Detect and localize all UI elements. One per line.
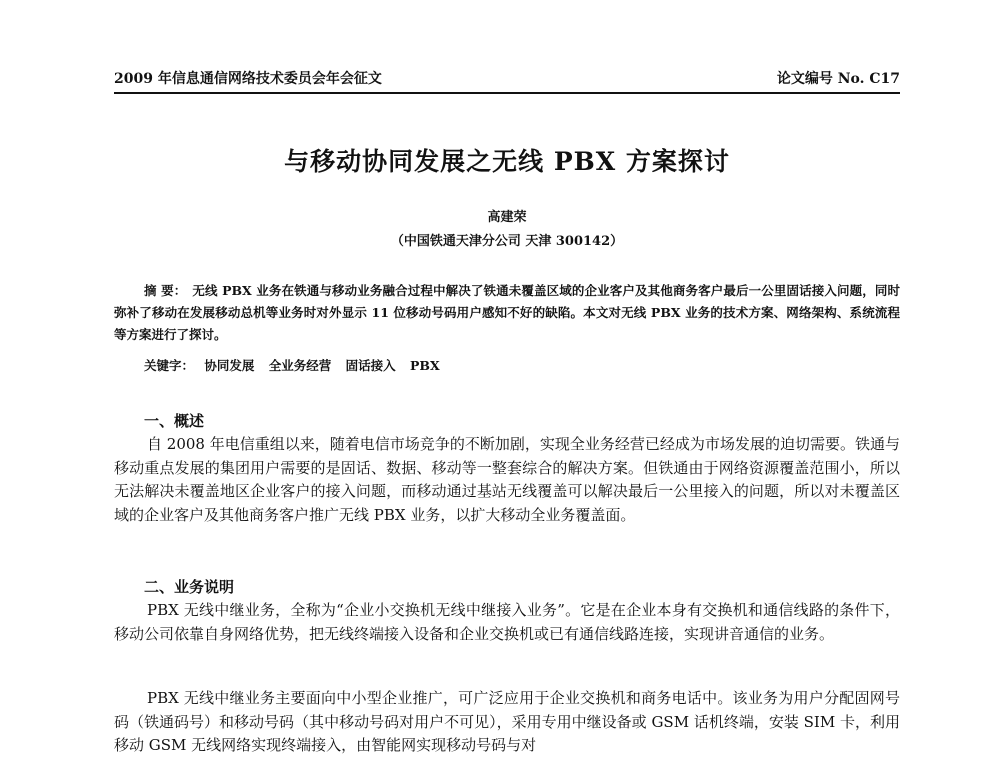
keywords-label: 关键字： — [144, 358, 195, 373]
section-paragraph: PBX 无线中继业务主要面向中小型企业推广，可广泛应用于企业交换机和商务电话中。该业务为用户分配固网号码（铁通码号）和移动号码（其中移动号码对用户不可见），采用专用中继设备或 GSM 话机终端，安装 SIM 卡，利用移动 GSM 无线网络实现终端接入，由智能网实现移动号码与对 — [114, 689, 900, 754]
section-paragraph: 自 2008 年电信重组以来，随着电信市场竞争的不断加剧，实现全业务经营已经成为市场发展的迫切需要。铁通与移动重点发展的集团用户需要的是固话、数据、移动等一整套综合的解决方案。但铁通由于网络资源覆盖范围小，所以无法解决未覆盖地区企业客户的接入问题，而移动通过基站无线覆盖可以解决最后一公里接入的问题，所以对未覆盖区域的企业客户及其他商务客户推广无线 PBX 业务，以扩大移动全业务覆盖面。 — [114, 435, 900, 524]
page-header — [114, 66, 900, 94]
conference-name: 2009 年信息通信网络技术委员会年会征文 — [114, 71, 382, 87]
author-affiliation: （中国铁通天津分公司 天津 300142） — [390, 234, 624, 249]
keyword: 固话接入 — [345, 358, 396, 373]
keywords — [114, 356, 900, 376]
paper-number: 论文编号 No. C17 — [776, 71, 900, 87]
keyword: 全业务经营 — [268, 358, 332, 373]
section-heading-overview: 一、概述 — [144, 412, 205, 430]
section-heading-service: 二、业务说明 — [144, 578, 235, 596]
author-name: 高建荣 — [487, 210, 527, 225]
abstract — [114, 280, 900, 346]
paper-title: 与移动协同发展之无线 PBX 方案探讨 — [284, 147, 730, 176]
abstract-text: 无线 PBX 业务在铁通与移动业务融合过程中解决了铁通未覆盖区域的企业客户及其他商务客户最后一公里固话接入问题，同时弥补了移动在发展移动总机等业务时对外显示 11 位移动号码用户感知不好的缺陷。本文对无线 PBX 业务的技术方案、网络架构、系统流程等方案进行了探讨。 — [114, 283, 900, 342]
abstract-label: 摘 要： — [144, 283, 187, 298]
section-paragraph: PBX 无线中继业务，全称为“企业小交换机无线中继接入业务”。它是在企业本身有交换机和通信线路的条件下，移动公司依靠自身网络优势，把无线终端接入设备和企业交换机或已有通信线路连接，实现讲音通信的业务。 — [114, 601, 900, 643]
keyword: PBX — [410, 358, 440, 373]
keyword: 协同发展 — [204, 358, 255, 373]
